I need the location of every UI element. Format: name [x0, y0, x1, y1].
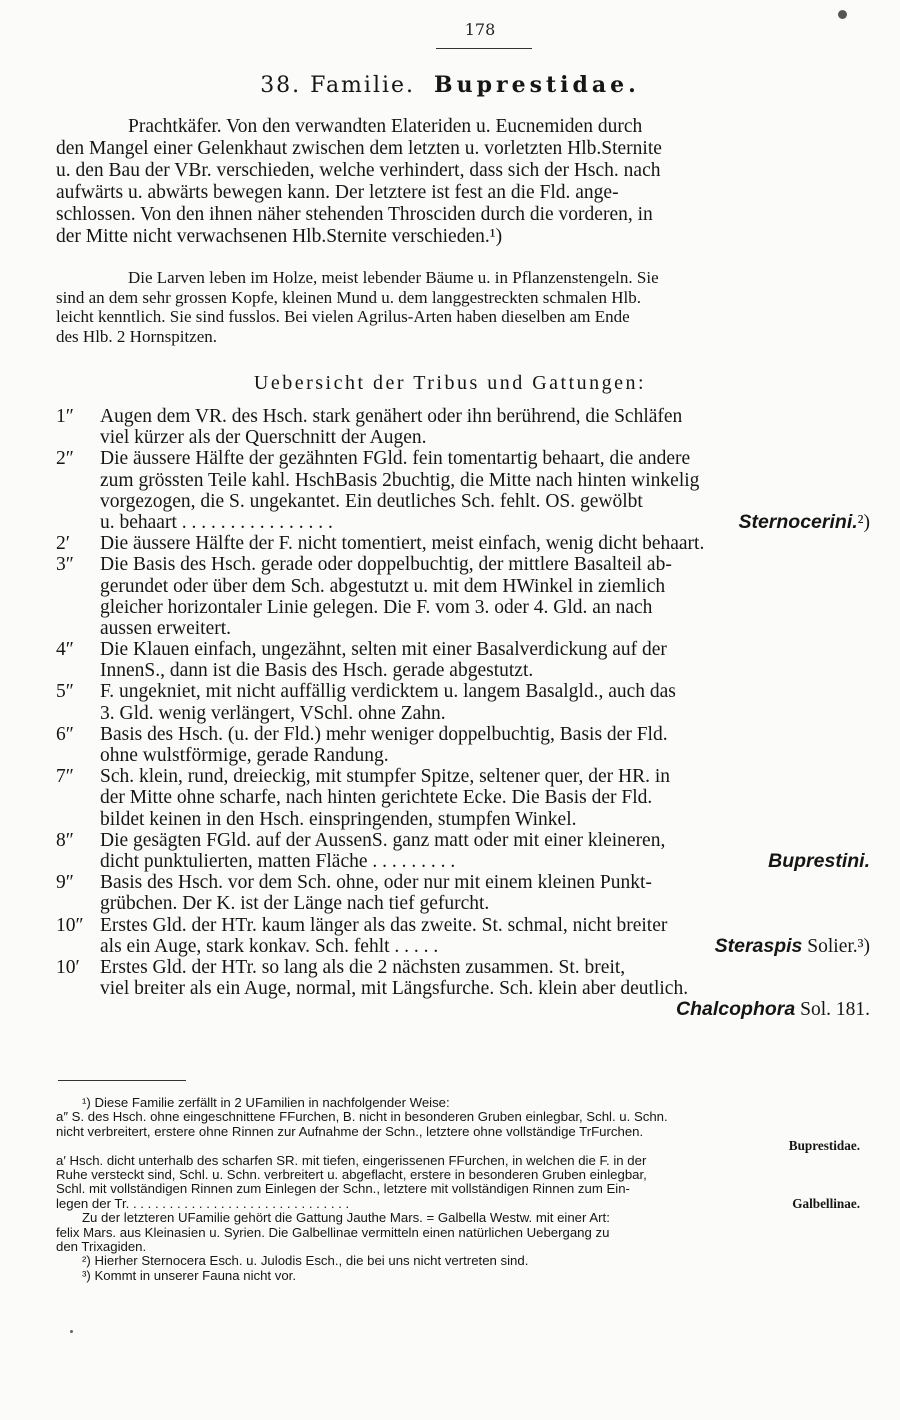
key-line [56, 703, 876, 724]
key-line [56, 533, 876, 554]
key-line [56, 957, 876, 978]
key-text: zum grössten Teile kahl. HschBasis 2buchtig, die Mitte nach hinten winkelig [100, 469, 700, 491]
footnote-line [56, 1240, 868, 1254]
key-text: dicht punktulierten, matten Fläche . . . . . . . . . [100, 850, 456, 872]
taxon-label: Steraspis [714, 935, 803, 957]
couplet-number: 4″ [56, 639, 74, 661]
intro-paragraph [56, 116, 876, 248]
key-text: viel breiter als ein Auge, normal, mit Längsfurche. Sch. klein aber deutlich. [100, 978, 689, 1000]
footnote-lead: a′ [56, 1153, 70, 1168]
couplet-number: 9″ [56, 872, 74, 894]
subfamily-tag: Buprestidae. [788, 1139, 860, 1154]
key-line [56, 978, 876, 999]
footnote-line [56, 1182, 868, 1196]
key-text: F. ungekniet, mit nicht auffällig verdicktem u. langem Basalgld., auch das [100, 681, 676, 703]
footnote-line [56, 1226, 868, 1240]
taxon-label: Buprestini. [768, 850, 870, 872]
footnote-lead: a″ [56, 1110, 72, 1125]
footnote-line [56, 1168, 868, 1182]
key-text: Die äussere Hälfte der F. nicht tomentiert, meist einfach, wenig dicht behaart. [100, 533, 705, 555]
key-title: Uebersicht der Tribus und Gattungen: [253, 372, 647, 394]
footnote-text: Zu der letzteren UFamilie gehört die Gattung Jauthe Mars. = Galbella Westw. mit einer Art: [82, 1211, 610, 1226]
taxon-name [715, 936, 870, 957]
key-line [56, 597, 876, 618]
footnote-text: felix Mars. aus Kleinasien u. Syrien. Die Galbellinae vermitteln einen natürlichen Uebergang zu [56, 1225, 610, 1240]
key-line [56, 999, 876, 1020]
key-text: der Mitte ohne scharfe, nach hinten gerichtete Ecke. Die Basis der Fld. [100, 787, 653, 809]
key-text: InnenS., dann ist die Basis des Hsch. gerade abgestutzt. [100, 660, 534, 682]
footnote-line [56, 1211, 868, 1225]
key-text: Erstes Gld. der HTr. kaum länger als das zweite. St. schmal, nicht breiter [100, 914, 668, 936]
key-line [56, 851, 876, 872]
key-text: viel kürzer als der Querschnitt der Augen. [100, 427, 427, 449]
key-line [56, 491, 876, 512]
key-line [56, 766, 876, 787]
couplet-number: 7″ [56, 766, 74, 788]
key-line [56, 872, 876, 893]
footnote-text: den Trixagiden. [56, 1239, 147, 1254]
key-text: als ein Auge, stark konkav. Sch. fehlt . . . . . [100, 935, 439, 957]
key-line [56, 724, 876, 745]
key-text: Erstes Gld. der HTr. so lang als die 2 nächsten zusammen. St. breit, [100, 956, 626, 978]
key-line [56, 936, 876, 957]
couplet-number: 10′ [56, 956, 80, 978]
key-text: Basis des Hsch. vor dem Sch. ohne, oder nur mit einem kleinen Punkt- [100, 872, 652, 894]
subfamily-tag: Galbellinae. [792, 1196, 860, 1211]
key-line [56, 809, 876, 830]
key-text: Basis des Hsch. (u. der Fld.) mehr weniger doppelbuchtig, Basis der Fld. [100, 723, 668, 745]
taxon-name [738, 512, 870, 533]
couplet-number: 5″ [56, 681, 74, 703]
footnote-text: ³) Kommt in unserer Fauna nicht vor. [82, 1268, 297, 1283]
key-text: gerundet oder über dem Sch. abgestutzt u. mit dem HWinkel in ziemlich [100, 575, 666, 597]
key-line [56, 893, 876, 914]
larvae-line: sind an dem sehr grossen Kopfe, kleinen Mund u. dem langgestreckten schmalen Hlb. [56, 287, 641, 307]
couplet-number: 2′ [56, 533, 71, 555]
key-text: grübchen. Der K. ist der Länge nach tief gefurcht. [100, 893, 490, 915]
intro-line: Prachtkäfer. Von den verwandten Elateriden u. Eucnemiden durch [128, 116, 643, 137]
couplet-number: 8″ [56, 829, 74, 851]
taxon-name [768, 851, 870, 872]
couplet-number: 10″ [56, 914, 84, 936]
taxon-name [676, 999, 870, 1020]
key-text: vorgezogen, die S. ungekantet. Ein deutliches Sch. fehlt. OS. gewölbt [100, 490, 643, 512]
intro-line: u. den Bau der VBr. verschieden, welche verhindert, dass sich der Hsch. nach [56, 160, 661, 181]
key-line [56, 639, 876, 660]
larvae-line: leicht kenntlich. Sie sind fusslos. Bei vielen Agrilus-Arten haben dieselben am Ende [56, 307, 630, 326]
couplet-number: 2″ [56, 448, 74, 470]
key-text: Die äussere Hälfte der gezähnten FGld. fein tomentartig behaart, die andere [100, 448, 691, 470]
intro-line: der Mitte nicht verwachsenen Hlb.Sternite verschieden.¹) [56, 226, 503, 247]
page-number-rule [436, 48, 532, 49]
footnote-text: ¹) Diese Familie zerfällt in 2 UFamilien in nachfolgender Weise: [82, 1096, 450, 1110]
footnote-line [56, 1096, 868, 1110]
footnote-line [56, 1139, 868, 1153]
key-line [56, 576, 876, 597]
taxon-authority: Sol. 181. [795, 999, 870, 1021]
key-line [56, 554, 876, 575]
intro-line: den Mangel einer Gelenkhaut zwischen dem letzten u. vorletzten Hlb.Sternite [56, 138, 662, 159]
footnote-line [56, 1254, 868, 1268]
footnote-text: nicht verbreitert, erstere ohne Rinnen zur Aufnahme der Schn., letztere ohne vollständige TrFurchen. [56, 1124, 644, 1139]
taxon-label: Sternocerini. [738, 511, 858, 533]
taxon-authority: Solier.³) [802, 935, 870, 957]
key-line [56, 470, 876, 491]
key-line [56, 915, 876, 936]
footnote-text: legen der Tr. . . . . . . . . . . . . . . . . . . . . . . . . . . . . . . [56, 1196, 350, 1211]
intro-line: schlossen. Von den ihnen näher stehenden Throsciden durch die vorderen, in [56, 204, 653, 225]
larvae-line: Die Larven leben im Holze, meist lebender Bäume u. in Pflanzenstengeln. Sie [128, 268, 659, 287]
key-text: Die gesägten FGld. auf der AussenS. ganz matt oder mit einer kleineren, [100, 829, 666, 851]
couplet-number: 3″ [56, 554, 74, 576]
stray-mark [70, 1330, 73, 1333]
footnote-text: Ruhe versteckt sind, Schl. u. Schn. verbreitert u. abgeflacht, erstere in besonderen Gruben einlegbar, [56, 1167, 647, 1182]
taxon-label: Chalcophora [676, 999, 796, 1021]
identification-key [56, 406, 876, 1020]
key-text: aussen erweitert. [100, 617, 232, 639]
key-text: 3. Gld. wenig verlängert, VSchl. ohne Zahn. [100, 702, 446, 724]
footnote-text: Hsch. dicht unterhalb des scharfen SR. mit tiefen, eingerissenen FFurchen, in welchen die F. in der [69, 1153, 647, 1168]
key-line [56, 787, 876, 808]
footnote-text: ²) Hierher Sternocera Esch. u. Julodis Esch., die bei uns nicht vertreten sind. [82, 1254, 529, 1269]
footnote-line [56, 1154, 868, 1168]
intro-line: aufwärts u. abwärts bewegen kann. Der letztere ist fest an die Fld. ange- [56, 182, 619, 203]
family-heading [120, 72, 780, 98]
key-text: gleicher horizontaler Linie gelegen. Die F. vom 3. oder 4. Gld. an nach [100, 596, 653, 618]
ink-spot [838, 10, 847, 19]
footnote-line [56, 1125, 868, 1139]
footnote-line [56, 1110, 868, 1124]
key-text: u. behaart . . . . . . . . . . . . . . . . [100, 511, 333, 533]
footnote-line [56, 1197, 868, 1211]
key-line [56, 512, 876, 533]
key-text: bildet keinen in den Hsch. einspringenden, stumpfen Winkel. [100, 808, 577, 830]
key-text: ohne wulstförmige, gerade Randung. [100, 745, 389, 766]
couplet-number: 6″ [56, 723, 74, 745]
key-text: Sch. klein, rund, dreieckig, mit stumpfer Spitze, seltener quer, der HR. in [100, 766, 670, 788]
key-line [56, 448, 876, 469]
key-text: Augen dem VR. des Hsch. stark genähert oder ihn berührend, die Schläfen [100, 406, 683, 427]
footnotes [56, 1096, 868, 1283]
footnote-text: S. des Hsch. ohne eingeschnittene FFurchen, B. nicht in besonderen Gruben einlegbar, Schl. u. Schn. [71, 1110, 668, 1125]
key-line [56, 830, 876, 851]
footnote-line [56, 1269, 868, 1283]
family-name: Buprestidae. [434, 72, 640, 98]
family-prefix: 38. Familie. [260, 73, 416, 98]
key-line [56, 406, 876, 427]
key-text: Die Basis des Hsch. gerade oder doppelbuchtig, der mittlere Basalteil ab- [100, 554, 672, 576]
page-number: 178 [464, 20, 496, 39]
key-line [56, 745, 876, 766]
key-line [56, 618, 876, 639]
key-line [56, 681, 876, 702]
larvae-line: des Hlb. 2 Hornspitzen. [56, 326, 218, 346]
footnote-text: Schl. mit vollständigen Rinnen zum Einlegen der Schn., letztere mit vollständigen Rinnen zum Ein- [56, 1182, 630, 1197]
key-line [56, 427, 876, 448]
key-line [56, 660, 876, 681]
larvae-paragraph [56, 268, 876, 346]
footnote-rule [58, 1080, 186, 1081]
taxon-authority: ²) [857, 511, 870, 533]
key-text: Die Klauen einfach, ungezähnt, selten mit einer Basalverdickung auf der [100, 639, 667, 661]
couplet-number: 1″ [56, 406, 74, 427]
